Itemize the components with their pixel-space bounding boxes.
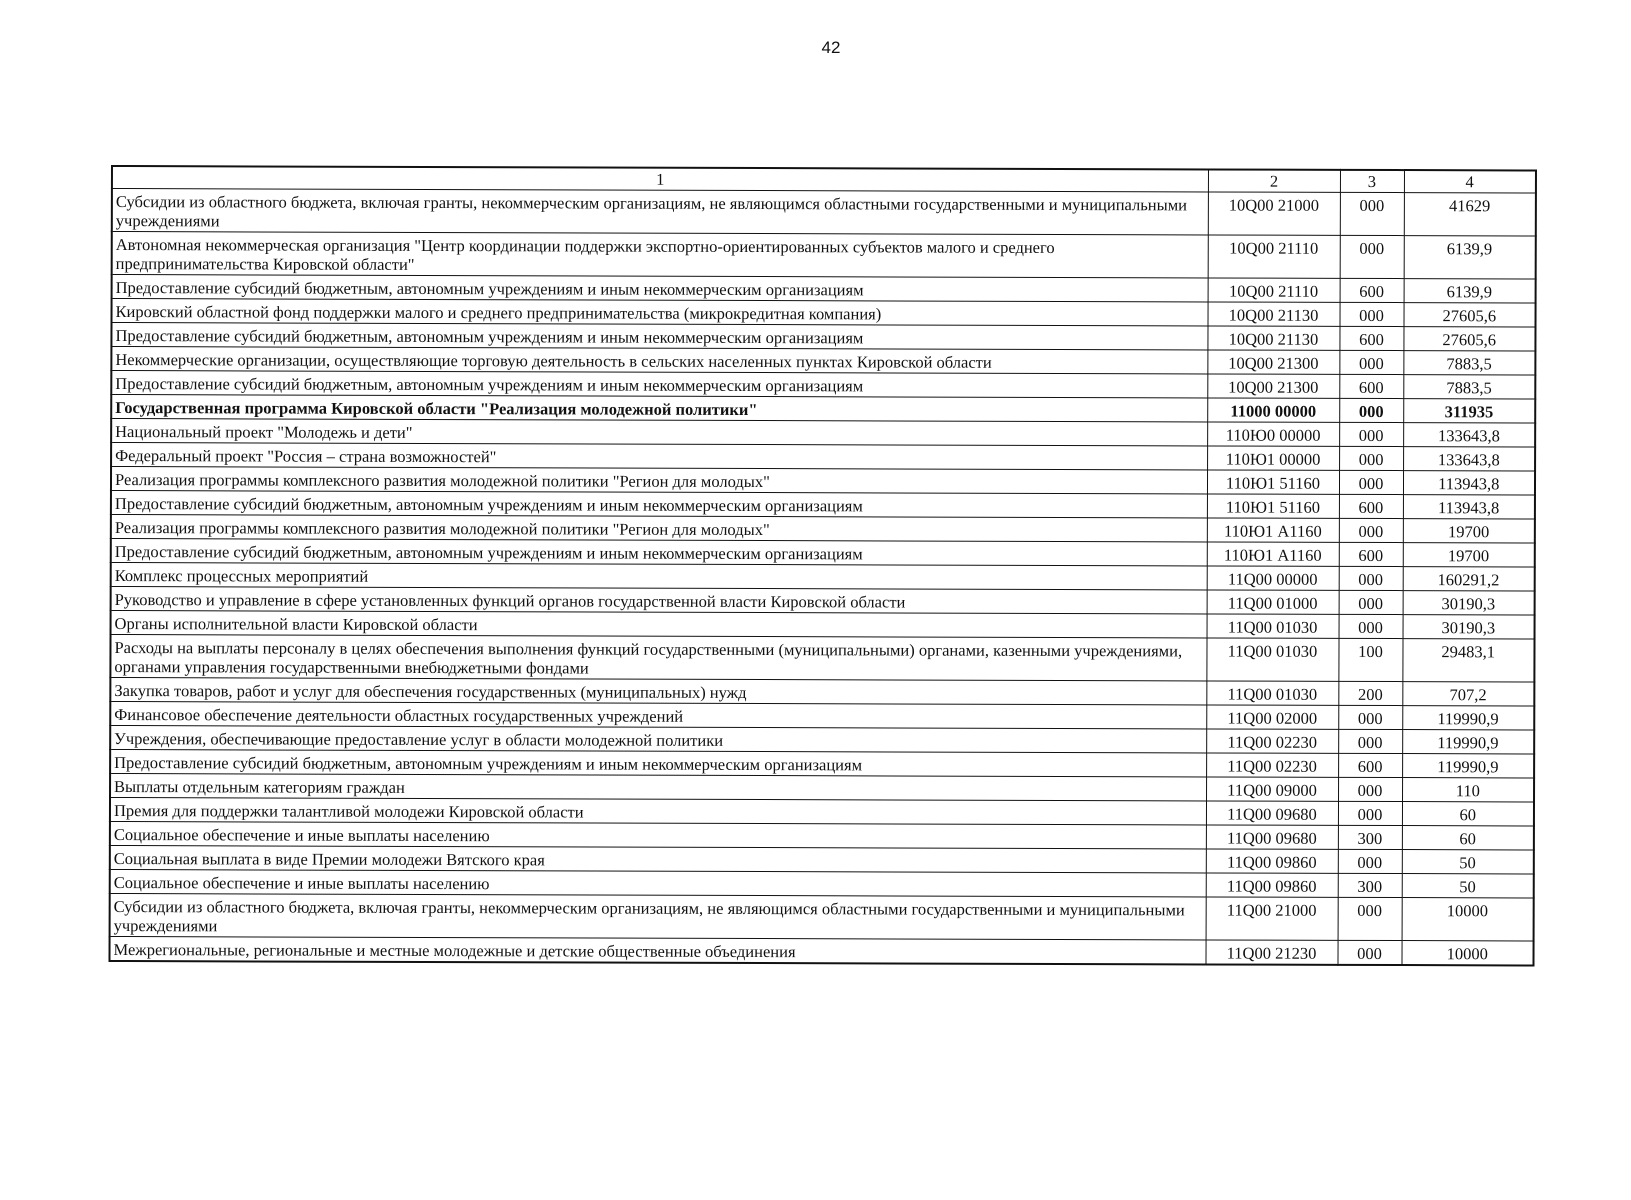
- table-row: [110, 635, 1534, 682]
- row-name-cell: Предоставление субсидий бюджетным, автономным учреждениям и иным некоммерческим организациям: [111, 323, 1207, 350]
- header-col-3: 3: [1340, 170, 1404, 193]
- row-amount-cell: 119990,9: [1402, 706, 1534, 730]
- row-kind-cell: 000: [1340, 235, 1404, 278]
- row-kind-cell: 000: [1338, 897, 1402, 940]
- row-amount-cell: 7883,5: [1403, 375, 1535, 399]
- row-code-cell: 11Q00 00000: [1207, 566, 1339, 590]
- row-amount-cell: 29483,1: [1402, 639, 1534, 682]
- row-kind-cell: 600: [1339, 326, 1403, 350]
- row-amount-cell: 30190,3: [1403, 591, 1535, 615]
- row-kind-cell: 000: [1339, 614, 1403, 638]
- row-kind-cell: 100: [1338, 638, 1402, 681]
- row-amount-cell: 119990,9: [1402, 754, 1534, 778]
- row-code-cell: 10Q00 21110: [1208, 278, 1340, 302]
- row-kind-cell: 300: [1338, 825, 1402, 849]
- row-code-cell: 11Q00 21230: [1205, 940, 1337, 965]
- row-name-cell: Автономная некоммерческая организация "Центр координации поддержки экспортно-ориентированных субъектов малого и среднего предпринимательства Кировской области": [112, 232, 1208, 278]
- row-name-cell: Реализация программы комплексного развития молодежной политики "Регион для молодых": [111, 467, 1207, 494]
- row-name-cell: Федеральный проект "Россия – страна возможностей": [111, 443, 1207, 470]
- row-name-cell: Социальное обеспечение и иные выплаты населению: [110, 821, 1206, 848]
- table-row: [112, 232, 1536, 279]
- row-amount-cell: 19700: [1403, 519, 1535, 543]
- row-amount-cell: 119990,9: [1402, 730, 1534, 754]
- row-amount-cell: 160291,2: [1403, 567, 1535, 591]
- row-code-cell: 110Ю1 51160: [1207, 494, 1339, 518]
- row-code-cell: 11Q00 02000: [1206, 705, 1338, 729]
- row-kind-cell: 000: [1339, 302, 1403, 326]
- row-kind-cell: 000: [1338, 777, 1402, 801]
- row-amount-cell: 113943,8: [1403, 495, 1535, 519]
- row-kind-cell: 300: [1338, 873, 1402, 897]
- row-name-cell: Расходы на выплаты персоналу в целях обеспечения выполнения функций государственными (муниципальными) органами, казенными учреждениями, органами управления государственными внебюджетными фондами: [110, 635, 1206, 681]
- row-amount-cell: 27605,6: [1403, 303, 1535, 327]
- row-code-cell: 11Q00 09860: [1206, 873, 1338, 897]
- row-code-cell: 11Q00 02230: [1206, 753, 1338, 777]
- row-amount-cell: 133643,8: [1403, 423, 1535, 447]
- row-name-cell: Предоставление субсидий бюджетным, автономным учреждениям и иным некоммерческим организациям: [111, 539, 1207, 566]
- row-kind-cell: 000: [1339, 446, 1403, 470]
- row-name-cell: Премия для поддержки талантливой молодежи Кировской области: [110, 798, 1206, 825]
- row-name-cell: Национальный проект "Молодежь и дети": [111, 419, 1207, 446]
- row-kind-cell: 200: [1338, 681, 1402, 705]
- budget-table: [108, 165, 1536, 966]
- row-amount-cell: 60: [1402, 802, 1534, 826]
- row-name-cell: Социальное обеспечение и иные выплаты населению: [110, 869, 1206, 896]
- row-amount-cell: 27605,6: [1403, 327, 1535, 351]
- row-name-cell: Предоставление субсидий бюджетным, автономным учреждениям и иным некоммерческим организациям: [110, 750, 1206, 777]
- row-amount-cell: 41629: [1404, 193, 1536, 236]
- row-name-cell: Предоставление субсидий бюджетным, автономным учреждениям и иным некоммерческим организациям: [112, 275, 1208, 302]
- row-name-cell: Субсидии из областного бюджета, включая гранты, некоммерческим организациям, не являющимся областными государственными и муниципальными учреждениями: [110, 893, 1206, 939]
- row-name-cell: Органы исполнительной власти Кировской области: [111, 611, 1207, 638]
- header-col-2: 2: [1208, 169, 1340, 192]
- row-name-cell: Предоставление субсидий бюджетным, автономным учреждениям и иным некоммерческим организациям: [111, 491, 1207, 518]
- row-amount-cell: 110: [1402, 778, 1534, 802]
- page-number: 42: [821, 38, 841, 57]
- row-kind-cell: 000: [1338, 801, 1402, 825]
- header-col-1: 1: [112, 166, 1208, 192]
- row-kind-cell: 000: [1339, 566, 1403, 590]
- row-code-cell: 11Q00 01030: [1206, 681, 1338, 705]
- row-kind-cell: 000: [1340, 192, 1404, 235]
- row-amount-cell: 707,2: [1402, 682, 1534, 706]
- row-kind-cell: 000: [1339, 470, 1403, 494]
- row-amount-cell: 6139,9: [1404, 279, 1536, 303]
- row-amount-cell: 50: [1402, 850, 1534, 874]
- row-code-cell: 11Q00 02230: [1206, 729, 1338, 753]
- row-amount-cell: 311935: [1403, 399, 1535, 423]
- row-amount-cell: 50: [1402, 874, 1534, 898]
- row-kind-cell: 600: [1338, 753, 1402, 777]
- row-code-cell: 10Q00 21110: [1208, 235, 1340, 278]
- row-code-cell: 10Q00 21130: [1207, 326, 1339, 350]
- row-kind-cell: 000: [1339, 422, 1403, 446]
- row-code-cell: 11Q00 09680: [1206, 801, 1338, 825]
- row-kind-cell: 000: [1339, 398, 1403, 422]
- row-name-cell: Кировский областной фонд поддержки малого и среднего предпринимательства (микрокредитная компания): [112, 299, 1208, 326]
- table-row: [112, 189, 1536, 236]
- row-code-cell: 10Q00 21130: [1207, 302, 1339, 326]
- row-kind-cell: 600: [1339, 542, 1403, 566]
- row-code-cell: 11Q00 21000: [1206, 897, 1338, 940]
- row-code-cell: 110Ю1 А1160: [1207, 518, 1339, 542]
- row-code-cell: 11Q00 09860: [1206, 849, 1338, 873]
- row-kind-cell: 600: [1340, 278, 1404, 302]
- row-amount-cell: 6139,9: [1404, 236, 1536, 279]
- row-name-cell: Некоммерческие организации, осуществляющие торговую деятельность в сельских населенных пунктах Кировской области: [111, 347, 1207, 374]
- row-kind-cell: 600: [1339, 374, 1403, 398]
- row-code-cell: 11Q00 01030: [1207, 614, 1339, 638]
- row-code-cell: 110Ю0 00000: [1207, 422, 1339, 446]
- row-name-cell: Социальная выплата в виде Премии молодежи Вятского края: [110, 845, 1206, 872]
- row-name-cell: Реализация программы комплексного развития молодежной политики "Регион для молодых": [111, 515, 1207, 542]
- row-code-cell: 11Q00 01030: [1206, 638, 1338, 681]
- row-code-cell: 10Q00 21300: [1207, 350, 1339, 374]
- row-amount-cell: 60: [1402, 826, 1534, 850]
- row-name-cell: Финансовое обеспечение деятельности областных государственных учреждений: [110, 702, 1206, 729]
- row-name-cell: Закупка товаров, работ и услуг для обеспечения государственных (муниципальных) нужд: [110, 678, 1206, 705]
- row-code-cell: 110Ю1 00000: [1207, 446, 1339, 470]
- row-amount-cell: 113943,8: [1403, 471, 1535, 495]
- row-amount-cell: 30190,3: [1403, 615, 1535, 639]
- row-name-cell: Предоставление субсидий бюджетным, автономным учреждениям и иным некоммерческим организациям: [111, 371, 1207, 398]
- row-name-cell: Руководство и управление в сфере установленных функций органов государственной власти Кировской области: [111, 587, 1207, 614]
- row-code-cell: 11000 00000: [1207, 398, 1339, 422]
- row-code-cell: 11Q00 09000: [1206, 777, 1338, 801]
- table-row: [109, 936, 1533, 965]
- row-code-cell: 110Ю1 51160: [1207, 470, 1339, 494]
- row-kind-cell: 000: [1339, 590, 1403, 614]
- row-code-cell: 11Q00 09680: [1206, 825, 1338, 849]
- row-code-cell: 110Ю1 А1160: [1207, 542, 1339, 566]
- row-kind-cell: 000: [1339, 518, 1403, 542]
- row-amount-cell: 10000: [1401, 941, 1533, 966]
- row-name-cell: Государственная программа Кировской области "Реализация молодежной политики": [111, 395, 1207, 422]
- header-col-4: 4: [1404, 170, 1536, 193]
- row-amount-cell: 19700: [1403, 543, 1535, 567]
- row-name-cell: Учреждения, обеспечивающие предоставление услуг в области молодежной политики: [110, 726, 1206, 753]
- row-amount-cell: 10000: [1402, 898, 1534, 941]
- row-kind-cell: 000: [1337, 940, 1401, 965]
- table-row: [110, 893, 1534, 940]
- row-name-cell: Выплаты отдельным категориям граждан: [110, 774, 1206, 801]
- row-kind-cell: 000: [1338, 849, 1402, 873]
- row-code-cell: 10Q00 21000: [1208, 192, 1340, 235]
- row-kind-cell: 000: [1338, 705, 1402, 729]
- row-code-cell: 10Q00 21300: [1207, 374, 1339, 398]
- row-name-cell: Комплекс процессных мероприятий: [111, 563, 1207, 590]
- row-code-cell: 11Q00 01000: [1207, 590, 1339, 614]
- row-name-cell: Субсидии из областного бюджета, включая гранты, некоммерческим организациям, не являющимся областными государственными и муниципальными учреждениями: [112, 189, 1208, 235]
- row-amount-cell: 7883,5: [1403, 351, 1535, 375]
- row-name-cell: Межрегиональные, региональные и местные молодежные и детские общественные объединения: [109, 936, 1205, 964]
- row-kind-cell: 000: [1338, 729, 1402, 753]
- row-amount-cell: 133643,8: [1403, 447, 1535, 471]
- row-kind-cell: 600: [1339, 494, 1403, 518]
- row-kind-cell: 000: [1339, 350, 1403, 374]
